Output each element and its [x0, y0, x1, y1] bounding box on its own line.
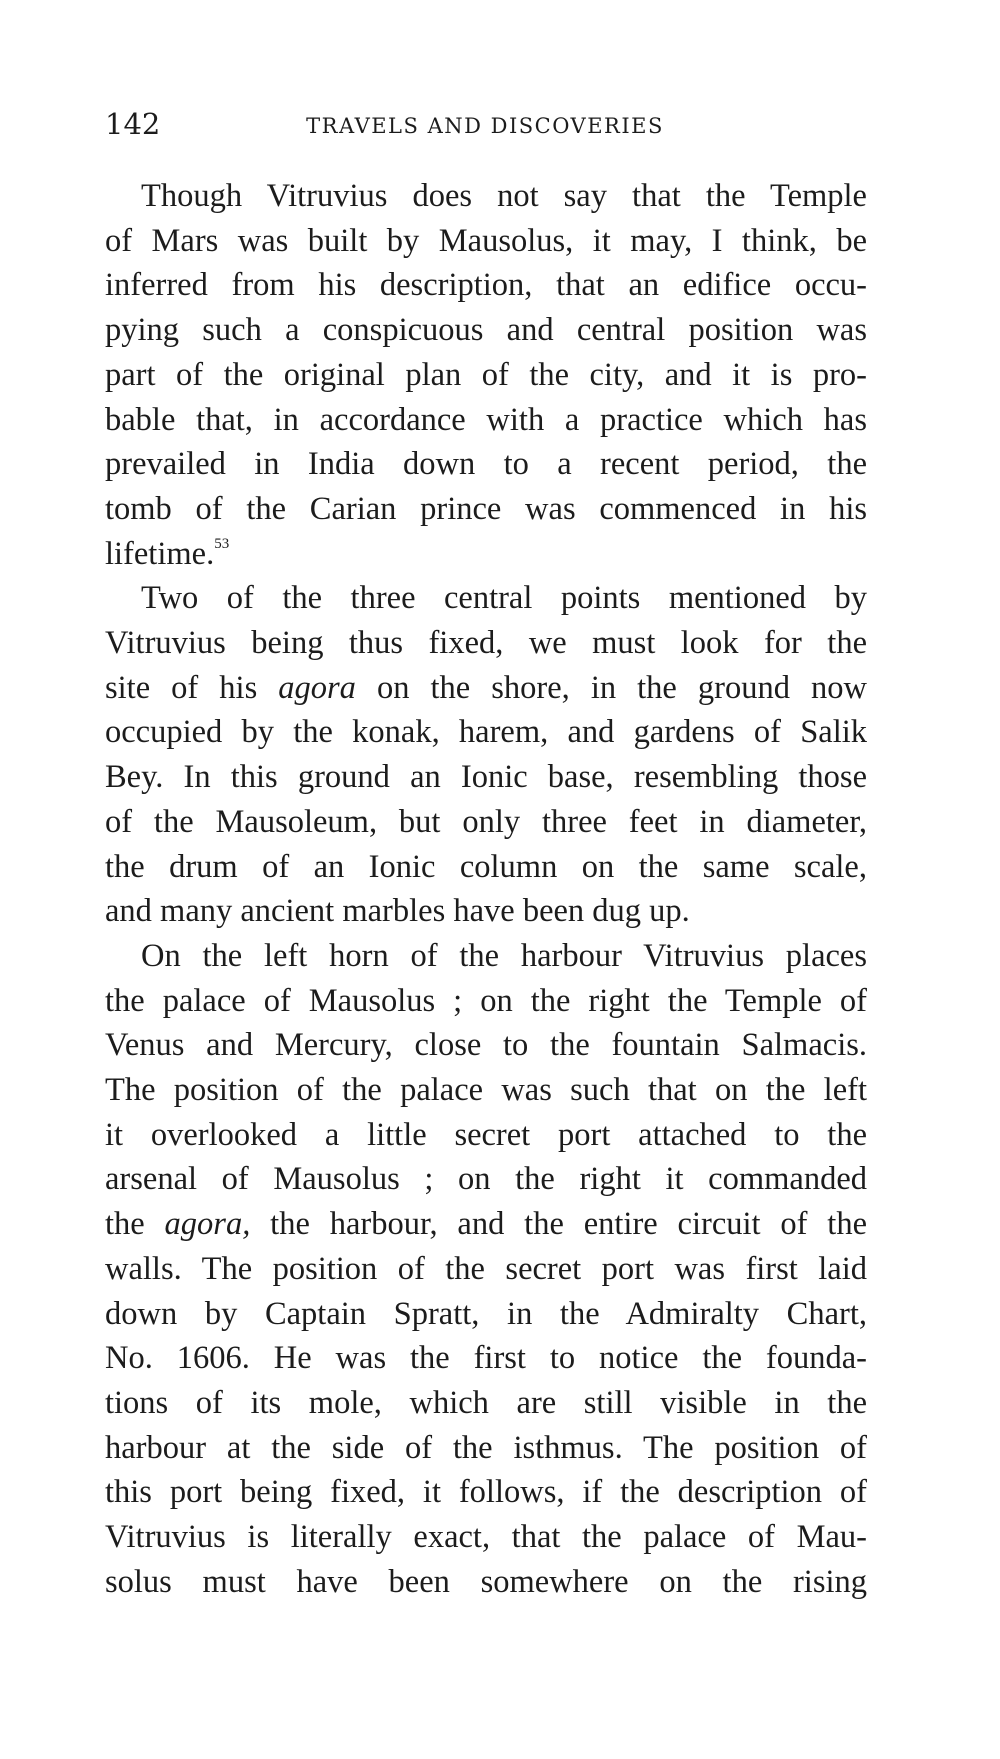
text-line: walls. The position of the secret port was first laid	[105, 1250, 867, 1287]
body-text	[105, 174, 867, 1605]
text-line: tions of its mole, which are still visible in the	[105, 1384, 867, 1421]
text-line: tomb of the Carian prince was commenced in his	[105, 490, 867, 527]
text-line: part of the original plan of the city, and it is pro-	[105, 356, 867, 393]
text-segment: on the shore, in the ground now	[355, 669, 867, 706]
text-line: Two of the three central points mentioned by	[141, 580, 867, 617]
text-line: inferred from his description, that an edifice occu-	[105, 267, 867, 304]
text-segment: site of his	[105, 669, 279, 706]
text-line: the drum of an Ionic column on the same scale,	[105, 848, 867, 885]
text-line: Bey. In this ground an Ionic base, resembling those	[105, 759, 867, 796]
text-line: and many ancient marbles have been dug up.	[105, 893, 690, 930]
text-line: No. 1606. He was the first to notice the founda-	[105, 1340, 867, 1377]
text-line: it overlooked a little secret port attached to the	[105, 1116, 867, 1153]
text-line	[105, 1202, 867, 1247]
text-line: pying such a conspicuous and central position was	[105, 312, 867, 349]
last-line-text: lifetime.	[105, 535, 215, 572]
running-title: TRAVELS AND DISCOVERIES	[306, 114, 664, 138]
text-segment: the harbour, and the entire circuit of the	[250, 1206, 867, 1243]
text-segment: the	[105, 1206, 165, 1243]
paragraph-1	[105, 174, 867, 576]
running-head	[105, 104, 865, 144]
text-line: down by Captain Spratt, in the Admiralty Chart,	[105, 1295, 867, 1332]
text-line: the palace of Mausolus ; on the right the Temple of	[105, 982, 867, 1019]
text-line: prevailed in India down to a recent period, the	[105, 446, 867, 483]
paragraph-2	[105, 576, 867, 934]
paragraph-3	[105, 934, 867, 1605]
text-line: On the left horn of the harbour Vitruvius places	[141, 937, 867, 974]
text-line: occupied by the konak, harem, and gardens of Salik	[105, 714, 867, 751]
text-line: arsenal of Mausolus ; on the right it commanded	[105, 1161, 867, 1198]
text-line: harbour at the side of the isthmus. The position of	[105, 1429, 867, 1466]
page-number: 142	[105, 107, 161, 141]
text-line	[105, 666, 867, 711]
italic-term: agora,	[164, 1206, 251, 1243]
text-line: of Mars was built by Mausolus, it may, I think, be	[105, 222, 867, 259]
footnote-reference[interactable]: 53	[214, 535, 230, 552]
text-line	[105, 532, 867, 577]
text-line: Venus and Mercury, close to the fountain Salmacis.	[105, 1027, 867, 1064]
text-line: Vitruvius being thus fixed, we must look for the	[105, 625, 867, 662]
text-line: Though Vitruvius does not say that the Temple	[141, 178, 867, 214]
text-line: of the Mausoleum, but only three feet in diameter,	[105, 803, 867, 840]
text-line: solus must have been somewhere on the rising	[105, 1563, 867, 1600]
text-line: Vitruvius is literally exact, that the palace of Mau-	[105, 1519, 867, 1556]
text-line: this port being fixed, it follows, if the description of	[105, 1474, 867, 1511]
italic-term: agora	[278, 669, 356, 706]
text-line: bable that, in accordance with a practice which has	[105, 401, 867, 438]
text-line: The position of the palace was such that on the left	[105, 1072, 867, 1109]
